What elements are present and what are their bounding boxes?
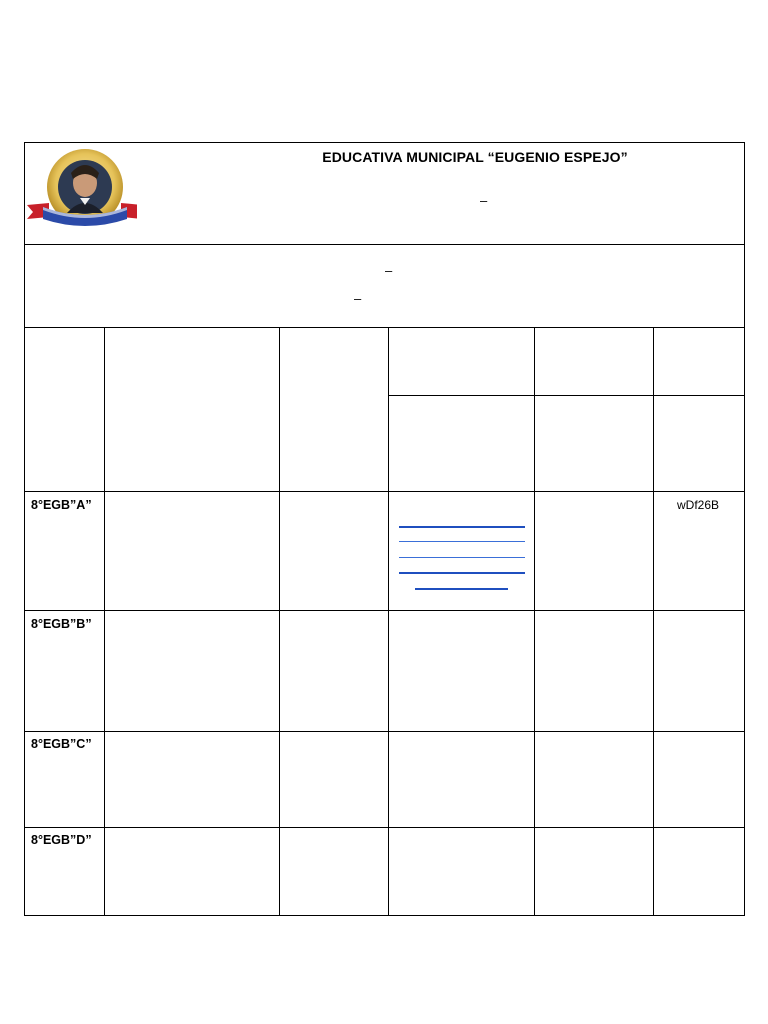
divider — [25, 827, 744, 828]
header-dash: – — [480, 193, 488, 208]
link-line[interactable] — [399, 541, 525, 542]
school-title: EDUCATIVA MUNICIPAL “EUGENIO ESPEJO” — [322, 149, 628, 165]
row-a-code: wDf26B — [676, 498, 720, 512]
row-label-c: 8°EGB”C” — [31, 737, 92, 751]
column-divider — [388, 327, 389, 915]
divider — [25, 327, 744, 328]
row-label-d: 8°EGB”D” — [31, 833, 92, 847]
divider — [25, 491, 744, 492]
column-divider — [653, 327, 654, 915]
link-line[interactable] — [399, 572, 525, 574]
link-line[interactable] — [399, 526, 525, 528]
divider — [25, 610, 744, 611]
divider — [25, 244, 744, 245]
divider — [25, 731, 744, 732]
document-table — [24, 142, 745, 916]
row-label-b: 8°EGB”B” — [31, 617, 92, 631]
column-divider — [534, 327, 535, 915]
subheader-dash-2: – — [354, 291, 362, 306]
row-label-a: 8°EGB”A” — [31, 498, 92, 512]
subheader-dash-1: – — [385, 263, 393, 278]
school-crest-logo — [25, 143, 137, 231]
column-divider — [279, 327, 280, 915]
link-line[interactable] — [415, 588, 508, 590]
column-divider — [104, 327, 105, 915]
link-line[interactable] — [399, 557, 525, 558]
divider — [388, 395, 744, 396]
